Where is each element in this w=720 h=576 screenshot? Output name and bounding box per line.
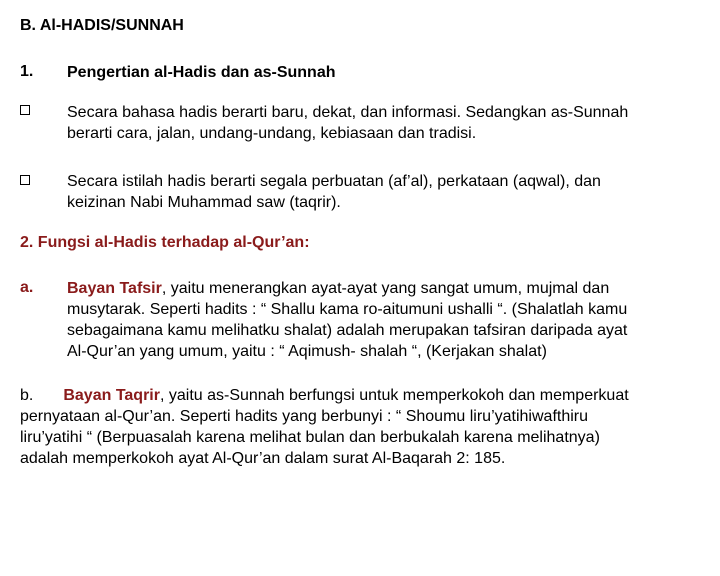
item-b-line-1 [20, 385, 710, 406]
item-a-marker: a. [20, 279, 34, 296]
item-b-text [20, 385, 710, 469]
item-a-line-4: Al-Qur’an yang umum, yaitu : “ Aqimush- shalah “, (Kerjakan shalat) [67, 343, 547, 360]
bullet-item-1-line-2: berarti cara, jalan, undang-undang, kebiasaan dan tradisi. [67, 125, 477, 142]
item-b-line-2: pernyataan al-Qur’an. Seperti hadits yang berbunyi : “ Shoumu liru’yatihiwafthiru [20, 408, 589, 425]
item-b-term: Bayan Taqrir [63, 387, 160, 404]
bullet-item-1 [67, 102, 707, 144]
section-1-heading: Pengertian al-Hadis dan as-Sunnah [67, 64, 336, 81]
bullet-item-2-line-1: Secara istilah hadis berarti segala perbuatan (af’al), perkataan (aqwal), dan [67, 173, 601, 190]
bullet-item-2-line-2: keizinan Nabi Muhammad saw (taqrir). [67, 194, 341, 211]
section-1-number: 1. [20, 63, 34, 80]
item-a-line-3: sebagaimana kamu melihatku shalat) adalah merupakan tafsiran daripada ayat [67, 322, 628, 339]
bullet-item-2 [67, 171, 707, 213]
item-b-line-3: liru’yatihi “ (Berpuasalah karena melihat bulan dan berbukalah karena melihatnya) [20, 429, 600, 446]
item-a-line-1 [67, 278, 707, 299]
page-title: B. Al-HADIS/SUNNAH [20, 17, 184, 34]
item-a-term: Bayan Tafsir [67, 280, 162, 297]
checkbox-bullet-icon [20, 105, 30, 115]
item-a-text [67, 278, 707, 362]
item-b-line-1-rest: , yaitu as-Sunnah berfungsi untuk memperkokoh dan memperkuat [159, 387, 629, 404]
item-b-marker: b. [20, 387, 34, 404]
checkbox-bullet-icon [20, 175, 30, 185]
bullet-item-1-line-1: Secara bahasa hadis berarti baru, dekat, dan informasi. Sedangkan as-Sunnah [67, 104, 629, 121]
item-b-line-4: adalah memperkokoh ayat Al-Qur’an dalam surat Al-Baqarah 2: 185. [20, 450, 506, 467]
section-2-heading: 2. Fungsi al-Hadis terhadap al-Qur’an: [20, 234, 310, 251]
item-a-line-2: musytarak. Seperti hadits : “ Shallu kama ro-aitumuni ushalli “. (Shalatlah kamu [67, 301, 628, 318]
item-a-line-1-rest: , yaitu menerangkan ayat-ayat yang sangat umum, mujmal dan [161, 280, 610, 297]
